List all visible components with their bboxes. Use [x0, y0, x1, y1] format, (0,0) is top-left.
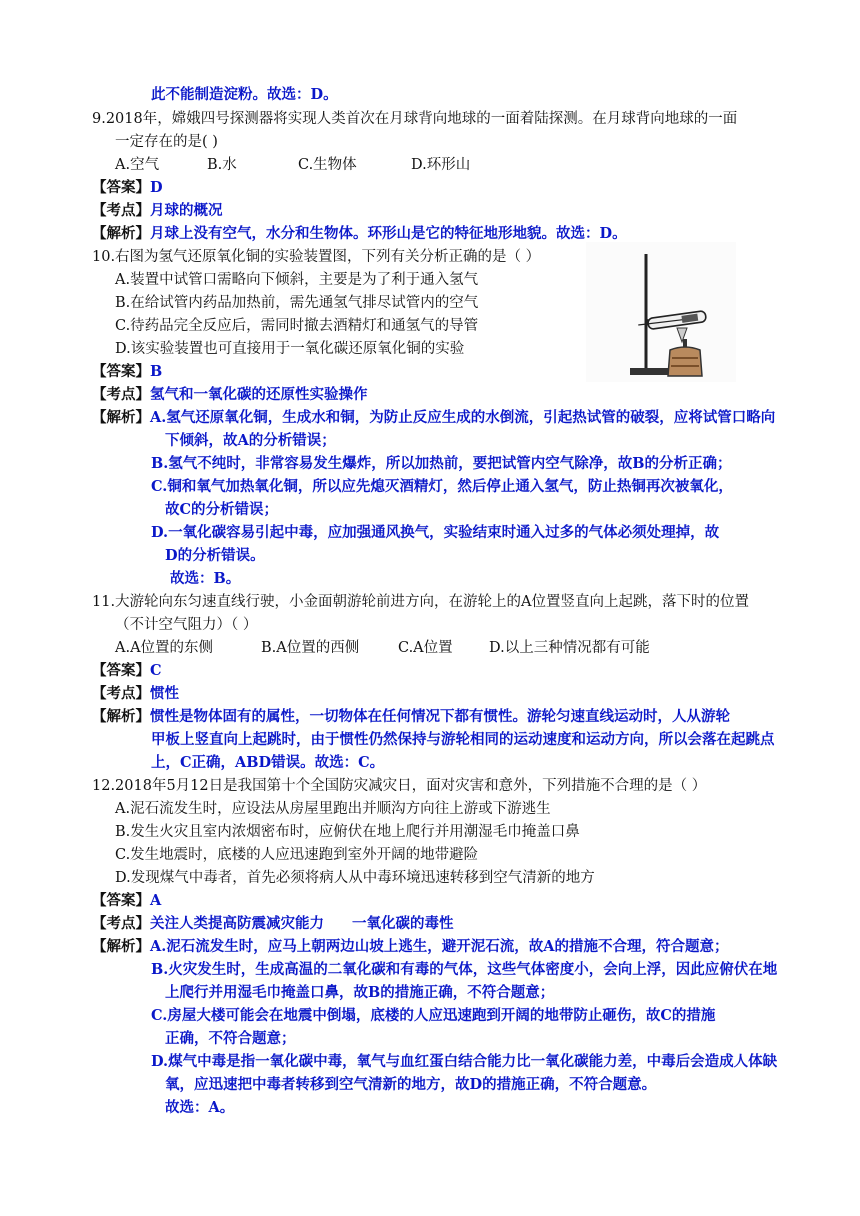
question-10-conclusion: 故选：B。	[170, 570, 241, 587]
analysis-text: 月球上没有空气，水分和生物体。环形山是它的特征地形地貌。故选：D。	[150, 225, 627, 242]
answer-value: B	[150, 363, 163, 380]
question-12-option-c: C.发生地震时，底楼的人应迅速跑到室外开阔的地带避险	[115, 847, 479, 863]
option-d: D.环形山	[411, 157, 471, 173]
question-11-answer	[92, 660, 162, 682]
question-12-analysis-line2: B.火灾发生时，生成高温的二氧化碳和有毒的气体，这些气体密度小，会向上浮，因此应俯伏在地	[151, 961, 778, 978]
question-12-analysis-line3: 上爬行并用湿毛巾掩盖口鼻，故B的措施正确，不符合题意；	[165, 984, 555, 1001]
point-value: 氢气和一氧化碳的还原性实验操作	[150, 386, 368, 403]
question-12-option-b: B.发生火灾且室内浓烟密布时，应俯伏在地上爬行并用潮湿毛巾掩盖口鼻	[115, 824, 580, 840]
question-10-analysis-line7: D的分析错误。	[165, 547, 265, 564]
question-12-analysis-line7: 氧，应迅速把中毒者转移到空气清新的地方，故D的措施正确，不符合题意。	[165, 1076, 657, 1093]
question-10-option-c: C.待药品完全反应后，需同时撤去酒精灯和通氢气的导管	[115, 318, 479, 334]
question-9-stem-line2: 一定存在的是( )	[115, 134, 218, 150]
question-10-option-b: B.在给试管内药品加热前，需先通氢气排尽试管内的空气	[115, 295, 479, 311]
point-value-1: 关注人类提高防震减灾能力	[150, 915, 324, 932]
question-12-option-d: D.发现煤气中毒者，首先必须将病人从中毒环境迅速转移到空气清新的地方	[115, 870, 595, 886]
question-12-analysis-line5: 正确，不符合题意；	[165, 1030, 296, 1047]
question-10-point	[92, 384, 368, 406]
question-12-analysis-line6: D.煤气中毒是指一氧化碳中毒，氧气与血红蛋白结合能力比一氧化碳能力差，中毒后会造成人体缺	[151, 1053, 778, 1070]
hydrogen-reduction-apparatus-image	[586, 242, 736, 382]
point-label: 【考点】	[92, 202, 150, 219]
q8-explanation-end: 此不能制造淀粉。故选：D。	[151, 86, 338, 103]
alcohol-lamp	[668, 347, 702, 376]
question-10-stem: 10.右图为氢气还原氧化铜的实验装置图，下列有关分析正确的是（ ）	[92, 249, 541, 265]
analysis-text: A.泥石流发生时，应马上朝两边山坡上逃生，避开泥石流，故A的措施不合理，符合题意；	[150, 938, 729, 955]
question-10-analysis-line2: 下倾斜，故A的分析错误；	[165, 432, 336, 449]
question-10-analysis-line1	[92, 407, 775, 429]
answer-label: 【答案】	[92, 363, 150, 380]
answer-value: D	[150, 179, 163, 196]
question-12-analysis-line4: C.房屋大楼可能会在地震中倒塌，底楼的人应迅速跑到开阔的地带防止砸伤，故C的措施	[151, 1007, 716, 1024]
option-a: A.空气	[115, 157, 160, 173]
question-12-stem: 12.2018年5月12日是我国第十个全国防灾减灾日，面对灾害和意外，下列措施不合理的是（ ）	[92, 778, 707, 794]
question-11-stem-line1: 11.大游轮向东匀速直线行驶，小金面朝游轮前进方向，在游轮上的A位置竖直向上起跳，落下时的位置	[92, 594, 750, 610]
option-a: A.A位置的东侧	[115, 640, 214, 656]
point-value: 惯性	[150, 685, 179, 702]
answer-value: A	[150, 892, 162, 909]
answer-value: C	[150, 662, 162, 679]
point-label: 【考点】	[92, 685, 150, 702]
lamp-wick	[683, 339, 687, 347]
question-9-stem-line1: 9.2018年，嫦娥四号探测器将实现人类首次在月球背向地球的一面着陆探测。在月球背向地球的一面	[92, 111, 738, 127]
question-9-analysis	[92, 223, 627, 245]
option-c: C.生物体	[298, 157, 357, 173]
option-d: D.以上三种情况都有可能	[489, 640, 650, 656]
question-11-analysis-line1	[92, 706, 730, 728]
question-12-point	[92, 913, 454, 935]
image-background	[586, 242, 736, 382]
question-12-answer	[92, 890, 161, 912]
question-11-analysis-line3: 上，C正确，ABD错误。故选：C。	[151, 754, 385, 771]
question-10-answer	[92, 361, 162, 383]
question-10-analysis-line4: C.铜和氧气加热氧化铜，所以应先熄灭酒精灯，然后停止通入氢气，防止热铜再次被氧化，	[151, 478, 733, 495]
answer-label: 【答案】	[92, 892, 150, 909]
analysis-text: A.氢气还原氧化铜，生成水和铜，为防止反应生成的水倒流，引起热试管的破裂，应将试管口略向	[150, 409, 776, 426]
option-c: C.A位置	[398, 640, 453, 656]
question-9-point	[92, 200, 223, 222]
point-value-2: 一氧化碳的毒性	[352, 915, 454, 932]
answer-label: 【答案】	[92, 662, 150, 679]
option-b: B.A位置的西侧	[261, 640, 360, 656]
question-10-analysis-line5: 故C的分析错误；	[165, 501, 279, 518]
question-11-point	[92, 683, 179, 705]
question-12-conclusion: 故选：A。	[165, 1099, 235, 1116]
point-label: 【考点】	[92, 915, 150, 932]
question-10-option-d: D.该实验装置也可直接用于一氧化碳还原氧化铜的实验	[115, 341, 465, 357]
analysis-text: 惯性是物体固有的属性，一切物体在任何情况下都有惯性。游轮匀速直线运动时，人从游轮	[150, 708, 730, 725]
question-9-answer	[92, 177, 163, 199]
question-12-analysis-line1	[92, 936, 729, 958]
question-11-stem-line2: （不计空气阻力）（ ）	[115, 617, 258, 633]
analysis-label: 【解析】	[92, 225, 150, 242]
question-11-options	[115, 637, 650, 659]
answer-label: 【答案】	[92, 179, 150, 196]
question-9-options	[115, 154, 470, 176]
point-label: 【考点】	[92, 386, 150, 403]
question-10-option-a: A.装置中试管口需略向下倾斜，主要是为了利于通入氢气	[115, 272, 479, 288]
question-11-analysis-line2: 甲板上竖直向上起跳时，由于惯性仍然保持与游轮相同的运动速度和运动方向，所以会落在起跳点	[151, 731, 775, 748]
analysis-label: 【解析】	[92, 708, 150, 725]
analysis-label: 【解析】	[92, 409, 150, 426]
point-value: 月球的概况	[150, 202, 223, 219]
question-12-option-a: A.泥石流发生时，应设法从房屋里跑出并顺沟方向往上游或下游逃生	[115, 801, 551, 817]
option-b: B.水	[207, 157, 237, 173]
question-10-analysis-line6: D.一氧化碳容易引起中毒，应加强通风换气，实验结束时通入过多的气体必须处理掉，故	[151, 524, 720, 541]
question-10-analysis-line3: B.氢气不纯时，非常容易发生爆炸，所以加热前，要把试管内空气除净，故B的分析正确；	[151, 455, 732, 472]
analysis-label: 【解析】	[92, 938, 150, 955]
